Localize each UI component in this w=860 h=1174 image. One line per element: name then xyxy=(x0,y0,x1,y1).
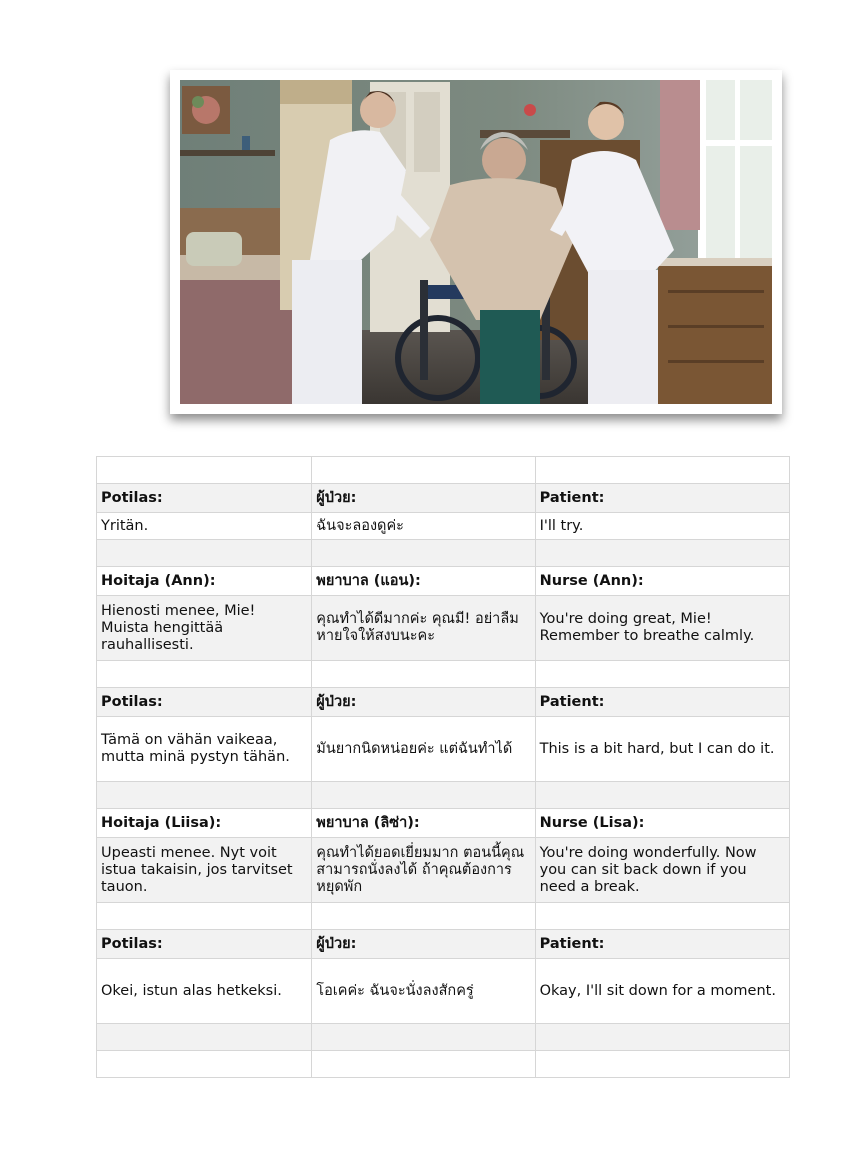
line-cell-finnish xyxy=(97,540,312,567)
dialogue-row xyxy=(97,838,790,903)
speaker-cell-finnish: Hoitaja (Ann): xyxy=(97,567,312,596)
speaker-cell-english: Nurse (Ann): xyxy=(535,567,789,596)
line-cell-thai xyxy=(312,457,535,484)
line-cell-thai xyxy=(312,1051,535,1078)
speaker-cell-thai: พยาบาล (แอน): xyxy=(312,567,535,596)
spacer-row xyxy=(97,903,790,930)
line-cell-english xyxy=(535,782,789,809)
line-cell-finnish: Okei, istun alas hetkeksi. xyxy=(97,959,312,1024)
speaker-row xyxy=(97,809,790,838)
line-cell-english xyxy=(535,661,789,688)
line-cell-finnish: Upeasti menee. Nyt voit istua takaisin, jos tarvitset tauon. xyxy=(97,838,312,903)
line-cell-english: You're doing wonderfully. Now you can sit back down if you need a break. xyxy=(535,838,789,903)
line-cell-finnish xyxy=(97,1051,312,1078)
dialogue-row xyxy=(97,513,790,540)
speaker-cell-finnish: Potilas: xyxy=(97,688,312,717)
line-cell-thai xyxy=(312,903,535,930)
translation-table xyxy=(96,456,790,1078)
line-cell-thai: มันยากนิดหน่อยค่ะ แต่ฉันทำได้ xyxy=(312,717,535,782)
line-cell-thai xyxy=(312,540,535,567)
line-cell-english xyxy=(535,457,789,484)
spacer-row xyxy=(97,1051,790,1078)
line-cell-thai: คุณทำได้ยอดเยี่ยมมาก ตอนนี้คุณสามารถนั่งลงได้ ถ้าคุณต้องการหยุดพัก xyxy=(312,838,535,903)
spacer-row xyxy=(97,661,790,688)
line-cell-english xyxy=(535,1024,789,1051)
speaker-cell-thai: พยาบาล (ลิซ่า): xyxy=(312,809,535,838)
line-cell-english xyxy=(535,903,789,930)
line-cell-english: This is a bit hard, but I can do it. xyxy=(535,717,789,782)
line-cell-thai xyxy=(312,1024,535,1051)
photo-frame xyxy=(170,70,782,414)
line-cell-finnish: Hienosti menee, Mie! Muista hengittää rauhallisesti. xyxy=(97,596,312,661)
line-cell-thai xyxy=(312,661,535,688)
spacer-row xyxy=(97,782,790,809)
line-cell-english: I'll try. xyxy=(535,513,789,540)
line-cell-finnish xyxy=(97,457,312,484)
speaker-cell-finnish: Potilas: xyxy=(97,930,312,959)
speaker-cell-english: Patient: xyxy=(535,688,789,717)
line-cell-english xyxy=(535,1051,789,1078)
speaker-row xyxy=(97,930,790,959)
spacer-row xyxy=(97,1024,790,1051)
speaker-row xyxy=(97,688,790,717)
line-cell-thai: โอเคค่ะ ฉันจะนั่งลงสักครู่ xyxy=(312,959,535,1024)
speaker-cell-english: Nurse (Lisa): xyxy=(535,809,789,838)
speaker-cell-english: Patient: xyxy=(535,484,789,513)
photo-nurses-helping-patient-icon xyxy=(180,80,772,404)
speaker-cell-thai: ผู้ป่วย: xyxy=(312,484,535,513)
speaker-cell-thai: ผู้ป่วย: xyxy=(312,930,535,959)
speaker-cell-finnish: Hoitaja (Liisa): xyxy=(97,809,312,838)
line-cell-finnish xyxy=(97,1024,312,1051)
line-cell-english xyxy=(535,540,789,567)
line-cell-finnish xyxy=(97,903,312,930)
line-cell-finnish: Yritän. xyxy=(97,513,312,540)
speaker-cell-thai: ผู้ป่วย: xyxy=(312,688,535,717)
dialogue-row xyxy=(97,717,790,782)
line-cell-thai xyxy=(312,782,535,809)
line-cell-finnish xyxy=(97,782,312,809)
speaker-cell-english: Patient: xyxy=(535,930,789,959)
spacer-row xyxy=(97,540,790,567)
line-cell-finnish xyxy=(97,661,312,688)
line-cell-english: You're doing great, Mie! Remember to breathe calmly. xyxy=(535,596,789,661)
line-cell-finnish: Tämä on vähän vaikeaa, mutta minä pystyn tähän. xyxy=(97,717,312,782)
dialogue-row xyxy=(97,959,790,1024)
speaker-cell-finnish: Potilas: xyxy=(97,484,312,513)
speaker-row xyxy=(97,567,790,596)
line-cell-thai: คุณทำได้ดีมากค่ะ คุณมี! อย่าลืมหายใจให้สงบนะคะ xyxy=(312,596,535,661)
line-cell-english: Okay, I'll sit down for a moment. xyxy=(535,959,789,1024)
spacer-row xyxy=(97,457,790,484)
speaker-row xyxy=(97,484,790,513)
dialogue-row xyxy=(97,596,790,661)
line-cell-thai: ฉันจะลองดูค่ะ xyxy=(312,513,535,540)
